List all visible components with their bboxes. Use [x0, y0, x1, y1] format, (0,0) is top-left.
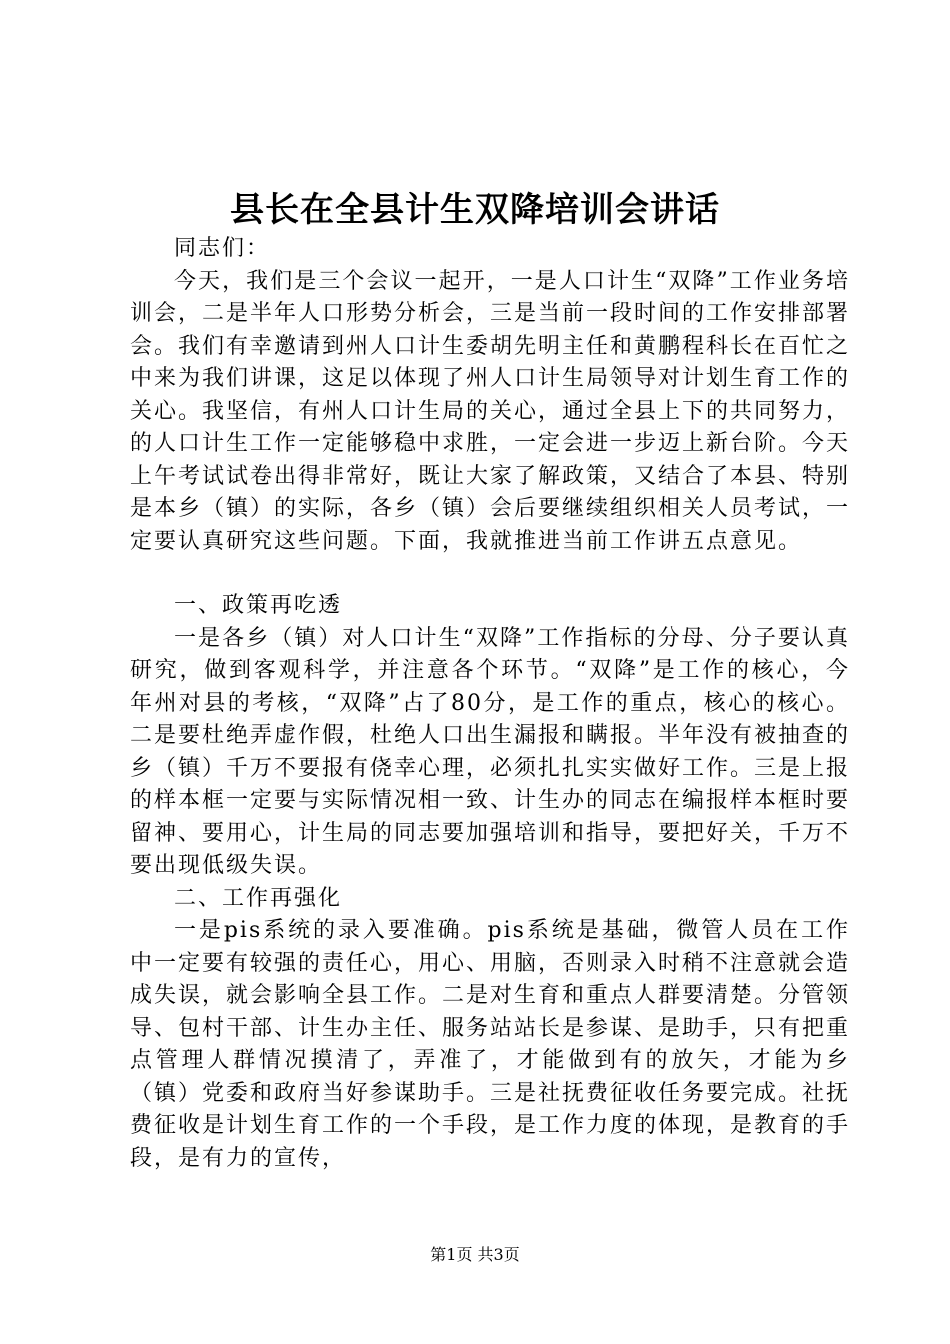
paragraph-section-1: 一是各乡（镇）对人口计生“双降”工作指标的分母、分子要认真研究，做到客观科学，并注意各个环节。“双降”是工作的核心，今年州对县的考核，“双降”占了80分，是工作的重点，核心的核心。二是要杜绝弄虚作假，杜绝人口出生漏报和瞒报。半年没有被抽查的乡（镇）千万不要报有侥幸心理，必须扎扎实实做好工作。三是上报的样本框一定要与实际情况相一致、计生办的同志在编报样本框时要留神、要用心，计生局的同志要加强培训和指导，要把好关，千万不要出现低级失误。 [130, 625, 851, 878]
document-title: 县长在全县计生双降培训会讲话 [230, 190, 720, 230]
paragraph-section-2: 一是pis系统的录入要准确。pis系统是基础，微管人员在工作中一定要有较强的责任心，用心、用脑，否则录入时稍不注意就会造成失误，就会影响全县工作。二是对生育和重点人群要清楚。分管领导、包村干部、计生办主任、服务站站长是参谋、是助手，只有把重点管理人群情况摸清了，弄准了，才能做到有的放矢，才能为乡（镇）党委和政府当好参谋助手。三是社抚费征收任务要完成。社抚费征收是计划生育工作的一个手段，是工作力度的体现，是教育的手段，是有力的宣传， [130, 918, 851, 1171]
document-body [130, 233, 850, 1175]
section-heading-2: 二、工作再强化 [174, 885, 343, 911]
section-heading-1: 一、政策再吃透 [174, 593, 343, 618]
page-footer: 第1页 共3页 [430, 1245, 520, 1264]
salutation: 同志们： [174, 236, 271, 261]
paragraph-intro: 今天，我们是三个会议一起开，一是人口计生“双降”工作业务培训会，二是半年人口形势分析会，三是当前一段时间的工作安排部署会。我们有幸邀请到州人口计生委胡先明主任和黄鹏程科长在百忙之中来为我们讲课，这足以体现了州人口计生局领导对计划生育工作的关心。我坚信，有州人口计生局的关心，通过全县上下的共同努力，的人口计生工作一定能够稳中求胜，一定会进一步迈上新台阶。今天上午考试试卷出得非常好，既让大家了解政策，又结合了本县、特别是本乡（镇）的实际，各乡（镇）会后要继续组织相关人员考试，一定要认真研究这些问题。下面，我就推进当前工作讲五点意见。 [130, 268, 851, 554]
